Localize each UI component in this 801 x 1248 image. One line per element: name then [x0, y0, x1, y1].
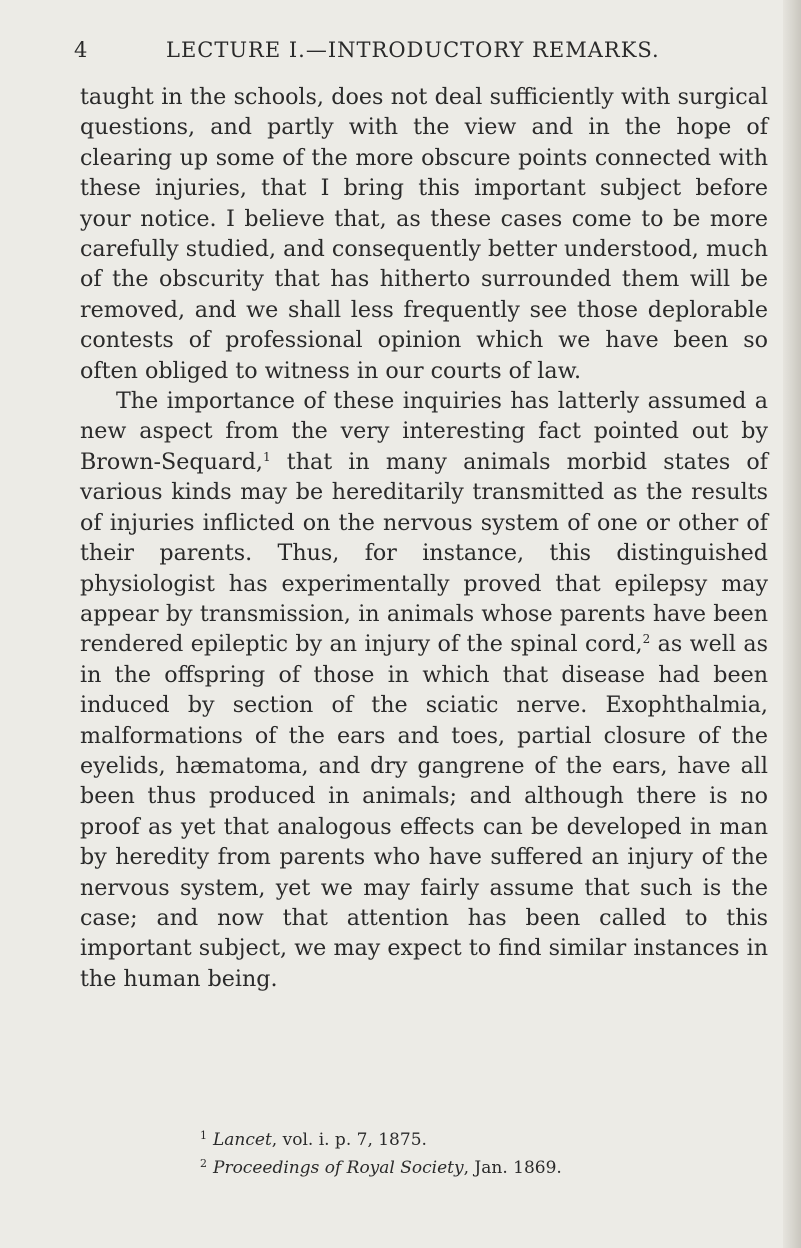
footnote-ref-1: 1 [262, 449, 271, 464]
footnote-2-number: 2 [200, 1157, 207, 1170]
footnote-1-detail: , vol. i. p. 7, 1875. [271, 1130, 427, 1150]
paragraph-1-text: taught in the schools, does not deal sufficiently with surgical questions, and partly with the view and in the hope of clearing up some of the more obscure points connected with these injuries, that I bring this important subject before your notice. I believe that, as these cases come to be more carefully studied, and consequently better understood, much of the obscurity that has hitherto surrounded them will be removed, and we shall less frequently see those deplorable contests of professional opinion which we have been so often obliged to witness in our courts of law. [80, 84, 768, 384]
footnote-2-detail: , Jan. 1869. [463, 1158, 562, 1178]
page-header [74, 38, 760, 68]
footnote-1 [200, 1124, 760, 1152]
footnote-ref-2: 2 [642, 632, 651, 647]
footnote-1-source: Lancet [213, 1130, 272, 1150]
footnote-2-source: Proceedings of Royal Society [213, 1158, 464, 1178]
paragraph-2-text-a: The importance of these inquiries has latterly assumed a new aspect from the very interesting fact pointed out by Brown-Sequard, [80, 388, 768, 475]
paragraph-2-text-b: that in many animals morbid states of various kinds may be hereditarily transmitted as the results of injuries inflicted on the nervous system of one or other of their parents. Thus, for instance, this distinguished physiologist has experimentally proved that epilepsy may appear by transmission, in animals whose parents have been rendered epileptic by an injury of the spinal cord, [80, 448, 768, 658]
page-number: 4 [74, 38, 88, 62]
body-text [80, 82, 768, 994]
paragraph-1 [80, 82, 768, 386]
paragraph-2-text-c: as well as in the offspring of those in which that disease had been induced by section of the sciatic nerve. Exophthalmia, malformations of the ears and toes, partial closure of the eyelids, hæmatoma, and dry gangrene of the ears, have all been thus produced in animals; and although there is no proof as yet that analogous effects can be developed in man by heredity from parents who have suffered an injury of the nervous system, yet we may fairly assume that such is the case; and now that attention has been called to this important subject, we may expect to find similar instances in the human being. [80, 631, 768, 992]
footnotes [200, 1124, 760, 1180]
footnote-2 [200, 1152, 760, 1180]
page-edge-shadow [783, 0, 801, 1248]
paragraph-2 [80, 386, 768, 994]
running-title: LECTURE I.—INTRODUCTORY REMARKS. [166, 38, 660, 62]
footnote-1-number: 1 [200, 1129, 207, 1142]
